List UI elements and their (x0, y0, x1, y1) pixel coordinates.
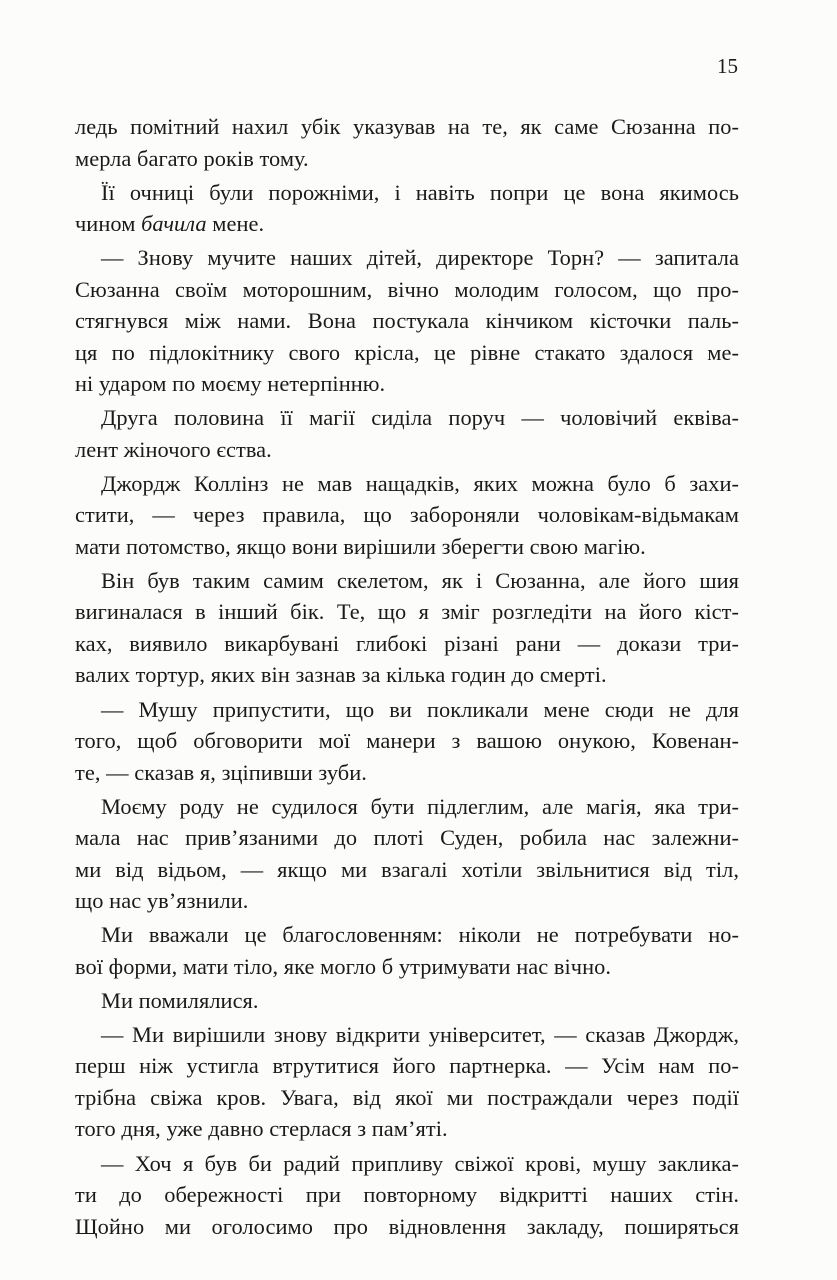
text-line: того дня, уже давно стерлася з пам’яті. (75, 1116, 448, 1142)
text-line: Він був таким самим скелетом, як і Сюзанна, але його шия (101, 567, 739, 593)
text-line: ця по підлокітнику свого крісла, це рівне стакато здалося ме- (75, 339, 739, 365)
text-line: вигиналася в інший бік. Те, що я зміг розгледіти на його кіст- (75, 599, 739, 625)
text-line: — Знову мучите наших дітей, директоре Торн? — запитала (101, 245, 739, 271)
text-line: ледь помітний нахил убік указував на те, як саме Сюзанна по- (75, 114, 739, 139)
text-line: того, щоб обговорити мої манери з вашою онукою, Ковенан- (75, 728, 739, 754)
text-line: — Мушу припустити, що ви покликали мене сюди не для (101, 696, 739, 722)
text-line: Сюзанна своїм моторошним, вічно молодим голосом, що про- (75, 276, 739, 302)
italic-word: бачила (141, 211, 207, 237)
text-line: Друга половина її магії сиділа поруч — чоловічий еквіва- (101, 405, 739, 431)
text-line: Джордж Коллінз не мав нащадків, яких можна було б захи- (101, 470, 739, 496)
text-line: — Ми вирішили знову відкрити університет, — сказав Джордж, (101, 1021, 739, 1047)
text-line: валих тортур, яких він зазнав за кілька годин до смерті. (75, 662, 607, 688)
text-line: чином бачила мене. (75, 211, 265, 237)
text-line: мати потомство, якщо вони вирішили зберегти свою магію. (75, 533, 646, 559)
text-line: вої форми, мати тіло, яке могло б утримувати нас вічно. (75, 953, 612, 979)
body-text (75, 111, 739, 1242)
text-line: лент жіночого єства. (75, 436, 272, 462)
text-line: стягнувся між нами. Вона постукала кінчиком кісточки паль- (75, 308, 739, 334)
text-line: Ми вважали це благословенням: ніколи не потребувати но- (101, 922, 739, 948)
text-line: Її очниці були порожніми, і навіть попри це вона якимось (101, 179, 739, 205)
text-line: те, — сказав я, зціпивши зуби. (75, 759, 367, 785)
text-line: стити, — через правила, що забороняли чоловікам-відьмакам (75, 502, 739, 528)
text-line: ми від відьом, — якщо ми взагалі хотіли звільнитися від тіл, (75, 856, 739, 882)
text-line: Ми помилялися. (101, 987, 259, 1013)
text-line: перш ніж устигла втрутитися його партнерка. — Усім нам по- (75, 1053, 739, 1079)
text-line: Моєму роду не судилося бути підлеглим, але магія, яка три- (101, 793, 739, 819)
text-line: що нас ув’язнили. (75, 888, 249, 914)
text-line: трібна свіжа кров. Увага, від якої ми постраждали через події (75, 1084, 739, 1110)
page-number: 15 (717, 54, 738, 78)
text-line: ти до обережності при повторному відкритті наших стін. (75, 1182, 739, 1208)
text-line: Щойно ми оголосимо про відновлення закладу, поширяться (75, 1213, 739, 1239)
text-line: — Хоч я був би радий припливу свіжої крові, мушу заклика- (101, 1150, 739, 1176)
text-line: мала нас прив’язаними до плоті Суден, робила нас залежни- (75, 825, 739, 851)
text-line: мерла багато років тому. (75, 145, 309, 171)
text-line: ні ударом по моєму нетерпінню. (75, 371, 386, 397)
text-line: ках, виявило викарбувані глибокі різані рани — докази три- (75, 630, 739, 656)
